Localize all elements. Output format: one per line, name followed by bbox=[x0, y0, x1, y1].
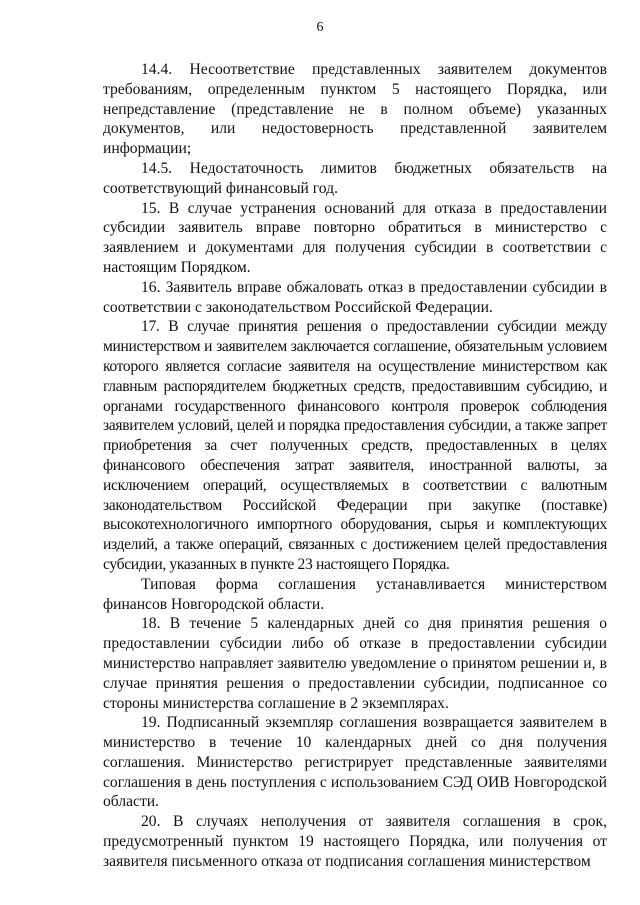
paragraph-16: 16. Заявитель вправе обжаловать отказ в предоставлении субсидии в соответствии с законодательством Российской Федерации. bbox=[103, 278, 607, 316]
document-body bbox=[103, 60, 607, 872]
paragraph-14-4: 14.4. Несоответствие представленных заявителем документов требованиям, определенным пунктом 5 настоящего Порядка, или непредставление (представление не в полном объеме) указанных документов, или недостоверность представленной заявителем информации; bbox=[103, 61, 607, 158]
paragraph-14-5: 14.5. Недостаточность лимитов бюджетных обязательств на соответствующий финансовый год. bbox=[103, 159, 607, 197]
paragraph-20: 20. В случаях неполучения от заявителя соглашения в срок, предусмотренный пунктом 19 настоящего Порядка, или получения от заявителя письменного отказа от подписания соглашения министерством bbox=[103, 813, 607, 870]
paragraph-standard-form: Типовая форма соглашения устанавливается министерством финансов Новгородской области. bbox=[103, 575, 607, 613]
paragraph-17: 17. В случае принятия решения о предоставлении субсидии между министерством и заявителем заключается соглашение, обязательным условием которого является согласие заявителя на осуществление министерством как главным распорядителем бюджетных средств, предоставившим субсидию, и органами государственного финансового контроля проверок соблюдения заявителем условий, целей и порядка предоставления субсидии, а также запрет приобретения за счет полученных средств, предоставленных в целях финансового обеспечения затрат заявителя, иностранной валюты, за исключением операций, осуществляемых в соответствии с валютным законодательством Российской Федерации при закупке (поставке) высокотехнологичного импортного оборудования, сырья и комплектующих изделий, а также операций, связанных с достижением целей предоставления субсидии, указанных в пункте 23 настоящего Порядка. bbox=[103, 318, 607, 573]
paragraph-19: 19. Подписанный экземпляр соглашения возвращается заявителем в министерство в течение 10 календарных дней со дня получения соглашения. Министерство регистрирует представленные заявителями соглашения в день поступления с использованием СЭД ОИВ Новгородской области. bbox=[103, 714, 607, 811]
page-number: 6 bbox=[316, 20, 324, 35]
paragraph-18: 18. В течение 5 календарных дней со дня принятия решения о предоставлении субсидии либо об отказе в предоставлении субсидии министерство направляет заявителю уведомление о принятом решении и, в случае принятия решения о предоставлении субсидии, подписанное со стороны министерства соглашение в 2 экземплярах. bbox=[103, 615, 607, 712]
paragraph-15: 15. В случае устранения оснований для отказа в предоставлении субсидии заявитель вправе повторно обратиться в министерство с заявлением и документами для получения субсидии в соответствии с настоящим Порядком. bbox=[103, 199, 607, 276]
